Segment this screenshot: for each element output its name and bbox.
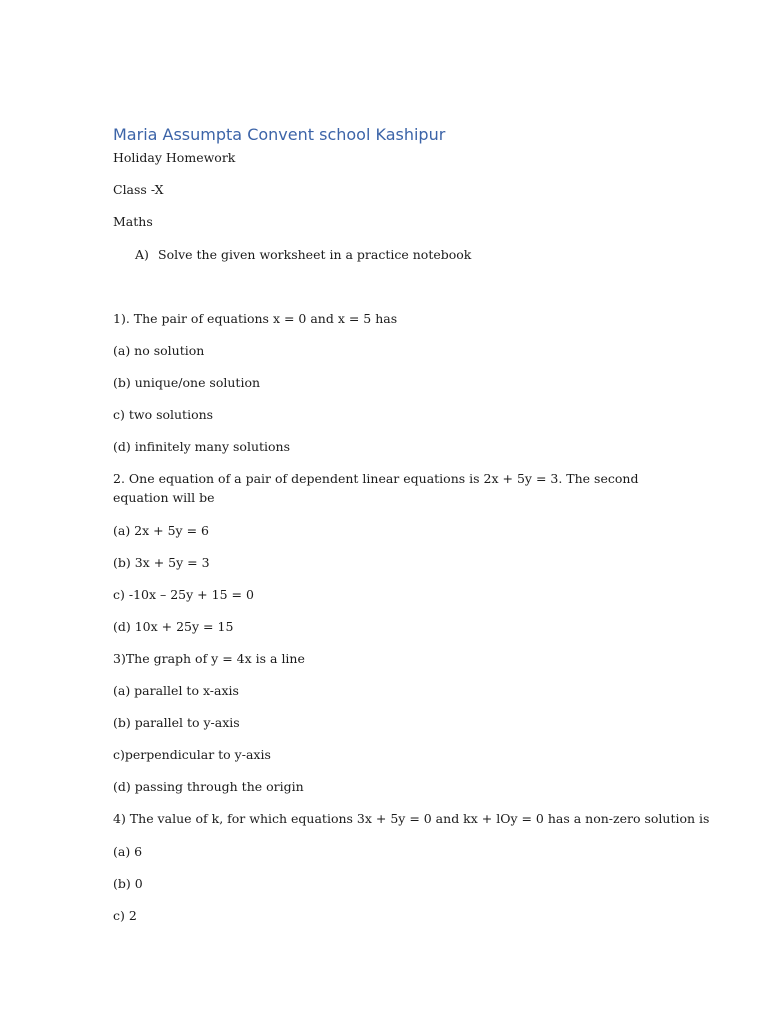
question-1-option-b: (b) unique/one solution [113,375,261,390]
question-4-text: 4) The value of k, for which equations 3x + 5y = 0 and kx + lOy = 0 has a non-zero solution is [113,811,710,826]
question-1-option-a: (a) no solution [113,343,205,358]
question-3-option-a: (a) parallel to x-axis [113,683,239,698]
question-1-option-d: (d) infinitely many solutions [113,439,291,454]
question-4-option-c: c) 2 [113,908,137,923]
question-3-option-c: c)perpendicular to y-axis [113,747,271,762]
question-2-option-a: (a) 2x + 5y = 6 [113,523,209,538]
homework-subtitle: Holiday Homework [113,150,236,165]
school-name-heading: Maria Assumpta Convent school Kashipur [113,125,446,144]
instruction-item [135,245,471,264]
instruction-marker: A) [135,247,149,262]
question-2-option-c: c) -10x – 25y + 15 = 0 [113,587,254,602]
question-4-option-b: (b) 0 [113,876,143,891]
question-1-text: 1). The pair of equations x = 0 and x = 5 has [113,311,398,326]
question-2-option-d: (d) 10x + 25y = 15 [113,619,234,634]
question-3-text: 3)The graph of y = 4x is a line [113,651,305,666]
instruction-text: Solve the given worksheet in a practice notebook [158,247,472,262]
question-2-option-b: (b) 3x + 5y = 3 [113,555,210,570]
question-3-option-d: (d) passing through the origin [113,779,304,794]
question-4-option-a: (a) 6 [113,844,143,859]
subject-label: Maths [113,214,153,229]
question-2-text: 2. One equation of a pair of dependent linear equations is 2x + 5y = 3. The second equation will be [113,471,639,505]
class-label: Class -X [113,182,164,197]
question-1-option-c: c) two solutions [113,407,214,422]
question-3-option-b: (b) parallel to y-axis [113,715,240,730]
